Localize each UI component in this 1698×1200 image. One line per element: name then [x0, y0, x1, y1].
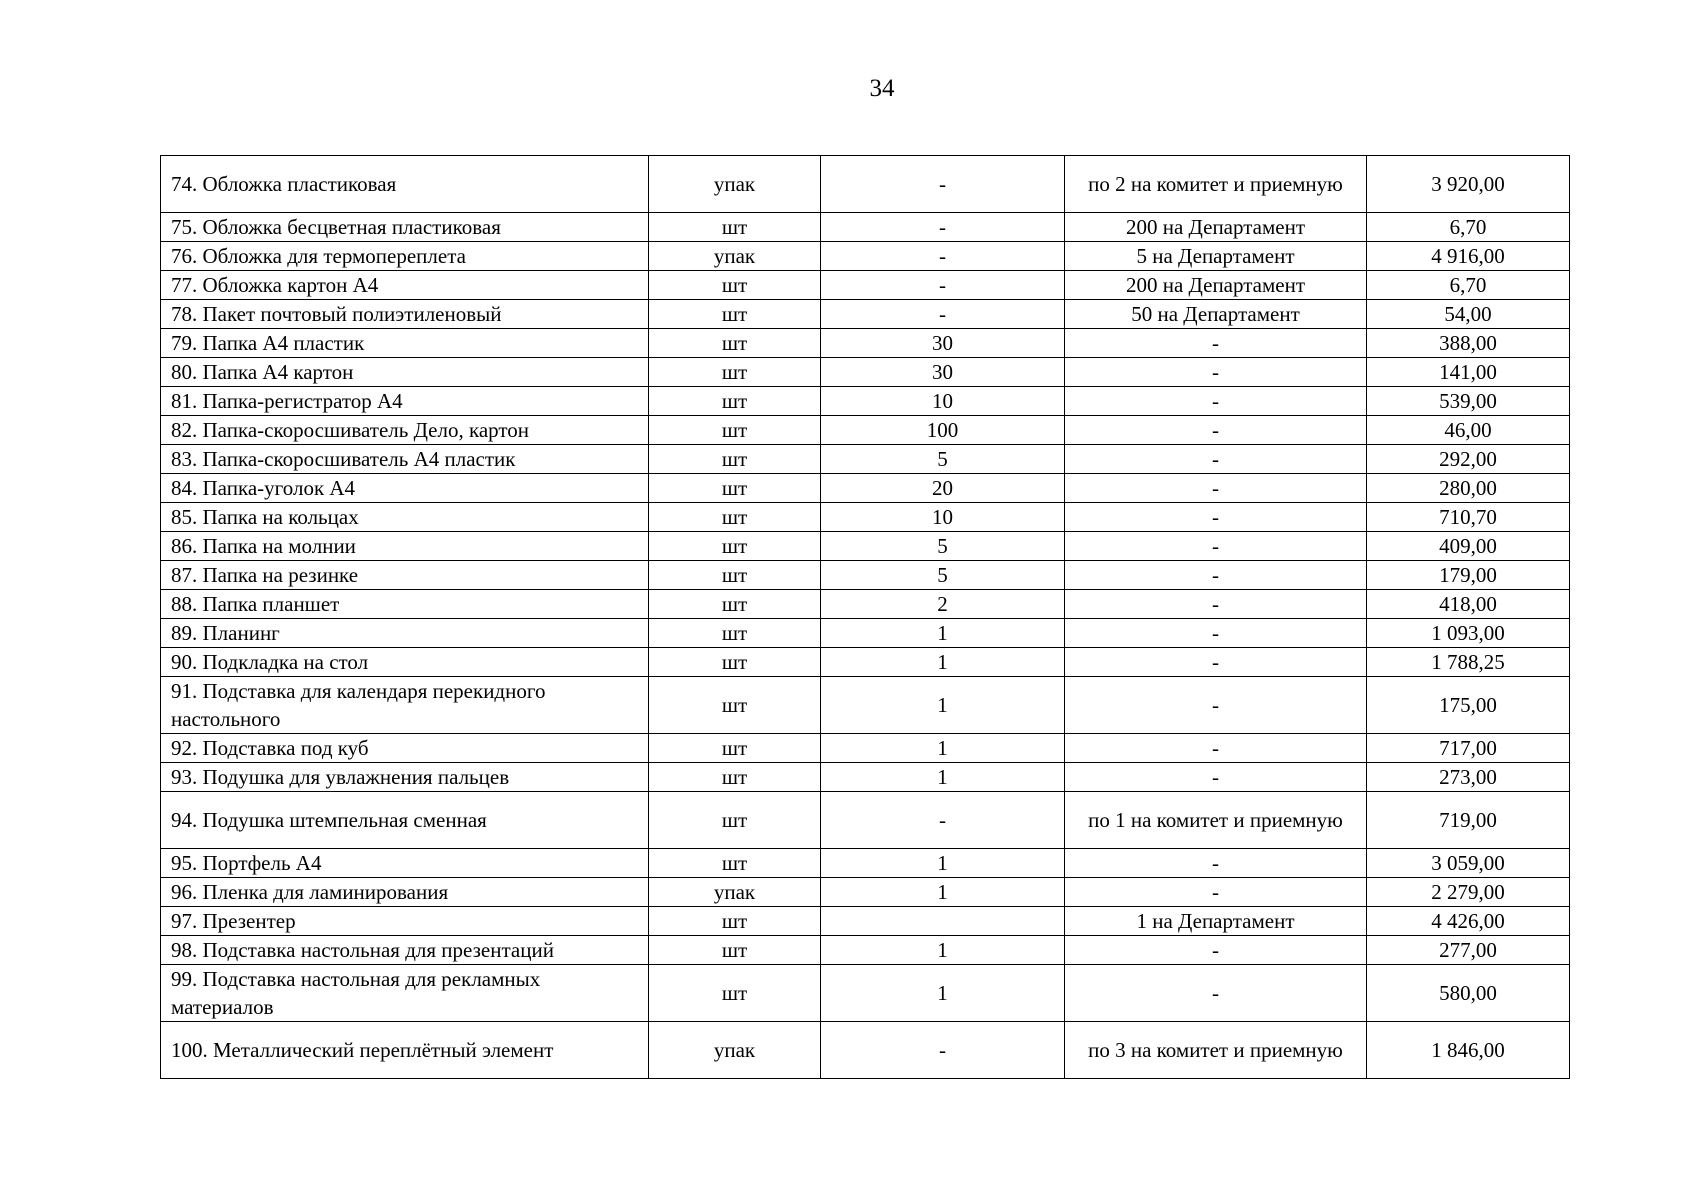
quantity-cell: - — [821, 156, 1065, 213]
price-cell: 1 846,00 — [1367, 1022, 1570, 1079]
norm-cell: по 2 на комитет и приемную — [1065, 156, 1367, 213]
unit-cell: шт — [649, 648, 821, 677]
unit-cell: шт — [649, 590, 821, 619]
price-cell: 2 279,00 — [1367, 878, 1570, 907]
unit-cell: упак — [649, 242, 821, 271]
table-row — [161, 849, 1570, 878]
unit-cell: шт — [649, 734, 821, 763]
price-cell: 3 059,00 — [1367, 849, 1570, 878]
table-row — [161, 532, 1570, 561]
price-cell: 1 788,25 — [1367, 648, 1570, 677]
price-cell: 580,00 — [1367, 965, 1570, 1022]
quantity-cell: - — [821, 1022, 1065, 1079]
item-name-cell: 86. Папка на молнии — [161, 532, 649, 561]
price-cell: 6,70 — [1367, 271, 1570, 300]
item-name-cell: 76. Обложка для термопереплета — [161, 242, 649, 271]
quantity-cell: 30 — [821, 329, 1065, 358]
item-name-cell: 95. Портфель А4 — [161, 849, 649, 878]
table-row — [161, 213, 1570, 242]
table-row — [161, 300, 1570, 329]
table-row — [161, 648, 1570, 677]
unit-cell: шт — [649, 271, 821, 300]
quantity-cell: - — [821, 792, 1065, 849]
price-cell: 719,00 — [1367, 792, 1570, 849]
price-cell: 54,00 — [1367, 300, 1570, 329]
item-name-cell: 94. Подушка штемпельная сменная — [161, 792, 649, 849]
table-row — [161, 242, 1570, 271]
norm-cell: по 3 на комитет и приемную — [1065, 1022, 1367, 1079]
quantity-cell — [821, 907, 1065, 936]
table-row — [161, 763, 1570, 792]
unit-cell: шт — [649, 763, 821, 792]
item-name-cell: 81. Папка-регистратор А4 — [161, 387, 649, 416]
price-cell: 4 916,00 — [1367, 242, 1570, 271]
quantity-cell: - — [821, 213, 1065, 242]
unit-cell: шт — [649, 936, 821, 965]
item-name-cell: 91. Подставка для календаря перекидного настольного — [161, 677, 649, 734]
quantity-cell: 1 — [821, 936, 1065, 965]
table-row — [161, 619, 1570, 648]
quantity-cell: 1 — [821, 849, 1065, 878]
price-cell: 717,00 — [1367, 734, 1570, 763]
item-name-cell: 100. Металлический переплётный элемент — [161, 1022, 649, 1079]
norm-cell: - — [1065, 619, 1367, 648]
unit-cell: шт — [649, 213, 821, 242]
unit-cell: шт — [649, 849, 821, 878]
norm-cell: 200 на Департамент — [1065, 271, 1367, 300]
unit-cell: шт — [649, 358, 821, 387]
unit-cell: шт — [649, 532, 821, 561]
norm-cell: - — [1065, 532, 1367, 561]
norm-cell: - — [1065, 329, 1367, 358]
table-row — [161, 907, 1570, 936]
item-name-cell: 90. Подкладка на стол — [161, 648, 649, 677]
unit-cell: шт — [649, 416, 821, 445]
table-body — [161, 156, 1570, 1079]
norm-cell: - — [1065, 358, 1367, 387]
price-cell: 1 093,00 — [1367, 619, 1570, 648]
table-row — [161, 792, 1570, 849]
quantity-cell: 5 — [821, 561, 1065, 590]
norm-cell: - — [1065, 878, 1367, 907]
item-name-cell: 78. Пакет почтовый полиэтиленовый — [161, 300, 649, 329]
norm-cell: по 1 на комитет и приемную — [1065, 792, 1367, 849]
norm-cell: - — [1065, 677, 1367, 734]
norm-cell: - — [1065, 416, 1367, 445]
price-cell: 3 920,00 — [1367, 156, 1570, 213]
unit-cell: шт — [649, 792, 821, 849]
quantity-cell: 1 — [821, 648, 1065, 677]
item-name-cell: 99. Подставка настольная для рекламных материалов — [161, 965, 649, 1022]
unit-cell: шт — [649, 474, 821, 503]
quantity-cell: 1 — [821, 763, 1065, 792]
table-row — [161, 677, 1570, 734]
quantity-cell: 1 — [821, 734, 1065, 763]
norm-cell: - — [1065, 387, 1367, 416]
quantity-cell: 10 — [821, 503, 1065, 532]
norm-cell: - — [1065, 734, 1367, 763]
quantity-cell: 100 — [821, 416, 1065, 445]
supplies-table — [160, 155, 1570, 1079]
norm-cell: - — [1065, 561, 1367, 590]
table-row — [161, 387, 1570, 416]
norm-cell: 200 на Департамент — [1065, 213, 1367, 242]
table-row — [161, 503, 1570, 532]
table-row — [161, 329, 1570, 358]
norm-cell: - — [1065, 648, 1367, 677]
price-cell: 6,70 — [1367, 213, 1570, 242]
quantity-cell: 2 — [821, 590, 1065, 619]
price-cell: 46,00 — [1367, 416, 1570, 445]
table-row — [161, 271, 1570, 300]
unit-cell: упак — [649, 156, 821, 213]
table-row — [161, 445, 1570, 474]
norm-cell: - — [1065, 849, 1367, 878]
item-name-cell: 87. Папка на резинке — [161, 561, 649, 590]
price-cell: 418,00 — [1367, 590, 1570, 619]
item-name-cell: 77. Обложка картон А4 — [161, 271, 649, 300]
unit-cell: шт — [649, 387, 821, 416]
price-cell: 277,00 — [1367, 936, 1570, 965]
quantity-cell: 1 — [821, 619, 1065, 648]
item-name-cell: 80. Папка А4 картон — [161, 358, 649, 387]
item-name-cell: 89. Планинг — [161, 619, 649, 648]
norm-cell: - — [1065, 763, 1367, 792]
unit-cell: шт — [649, 965, 821, 1022]
price-cell: 273,00 — [1367, 763, 1570, 792]
price-cell: 710,70 — [1367, 503, 1570, 532]
unit-cell: шт — [649, 300, 821, 329]
table-row — [161, 965, 1570, 1022]
norm-cell: - — [1065, 445, 1367, 474]
quantity-cell: - — [821, 271, 1065, 300]
quantity-cell: 10 — [821, 387, 1065, 416]
item-name-cell: 92. Подставка под куб — [161, 734, 649, 763]
item-name-cell: 82. Папка-скоросшиватель Дело, картон — [161, 416, 649, 445]
table-row — [161, 936, 1570, 965]
price-cell: 292,00 — [1367, 445, 1570, 474]
table-row — [161, 156, 1570, 213]
norm-cell: - — [1065, 503, 1367, 532]
item-name-cell: 93. Подушка для увлажнения пальцев — [161, 763, 649, 792]
table-row — [161, 561, 1570, 590]
norm-cell: 50 на Департамент — [1065, 300, 1367, 329]
item-name-cell: 88. Папка планшет — [161, 590, 649, 619]
price-cell: 175,00 — [1367, 677, 1570, 734]
unit-cell: шт — [649, 561, 821, 590]
item-name-cell: 83. Папка-скоросшиватель А4 пластик — [161, 445, 649, 474]
norm-cell: 5 на Департамент — [1065, 242, 1367, 271]
item-name-cell: 98. Подставка настольная для презентаций — [161, 936, 649, 965]
table-row — [161, 358, 1570, 387]
quantity-cell: 1 — [821, 878, 1065, 907]
price-cell: 539,00 — [1367, 387, 1570, 416]
price-cell: 4 426,00 — [1367, 907, 1570, 936]
unit-cell: шт — [649, 503, 821, 532]
item-name-cell: 97. Презентер — [161, 907, 649, 936]
table-row — [161, 734, 1570, 763]
item-name-cell: 96. Пленка для ламинирования — [161, 878, 649, 907]
norm-cell: - — [1065, 936, 1367, 965]
item-name-cell: 84. Папка-уголок А4 — [161, 474, 649, 503]
table-row — [161, 1022, 1570, 1079]
unit-cell: упак — [649, 878, 821, 907]
norm-cell: - — [1065, 965, 1367, 1022]
norm-cell: 1 на Департамент — [1065, 907, 1367, 936]
unit-cell: шт — [649, 445, 821, 474]
unit-cell: шт — [649, 907, 821, 936]
norm-cell: - — [1065, 474, 1367, 503]
quantity-cell: - — [821, 242, 1065, 271]
price-cell: 141,00 — [1367, 358, 1570, 387]
table-row — [161, 474, 1570, 503]
price-cell: 409,00 — [1367, 532, 1570, 561]
quantity-cell: 30 — [821, 358, 1065, 387]
quantity-cell: 1 — [821, 965, 1065, 1022]
item-name-cell: 85. Папка на кольцах — [161, 503, 649, 532]
item-name-cell: 75. Обложка бесцветная пластиковая — [161, 213, 649, 242]
unit-cell: шт — [649, 619, 821, 648]
table-row — [161, 416, 1570, 445]
price-cell: 388,00 — [1367, 329, 1570, 358]
unit-cell: шт — [649, 677, 821, 734]
quantity-cell: 1 — [821, 677, 1065, 734]
unit-cell: упак — [649, 1022, 821, 1079]
quantity-cell: - — [821, 300, 1065, 329]
quantity-cell: 5 — [821, 532, 1065, 561]
price-cell: 280,00 — [1367, 474, 1570, 503]
quantity-cell: 5 — [821, 445, 1065, 474]
page-number: 34 — [869, 75, 895, 102]
item-name-cell: 79. Папка А4 пластик — [161, 329, 649, 358]
norm-cell: - — [1065, 590, 1367, 619]
item-name-cell: 74. Обложка пластиковая — [161, 156, 649, 213]
unit-cell: шт — [649, 329, 821, 358]
quantity-cell: 20 — [821, 474, 1065, 503]
price-cell: 179,00 — [1367, 561, 1570, 590]
table-row — [161, 590, 1570, 619]
table-row — [161, 878, 1570, 907]
